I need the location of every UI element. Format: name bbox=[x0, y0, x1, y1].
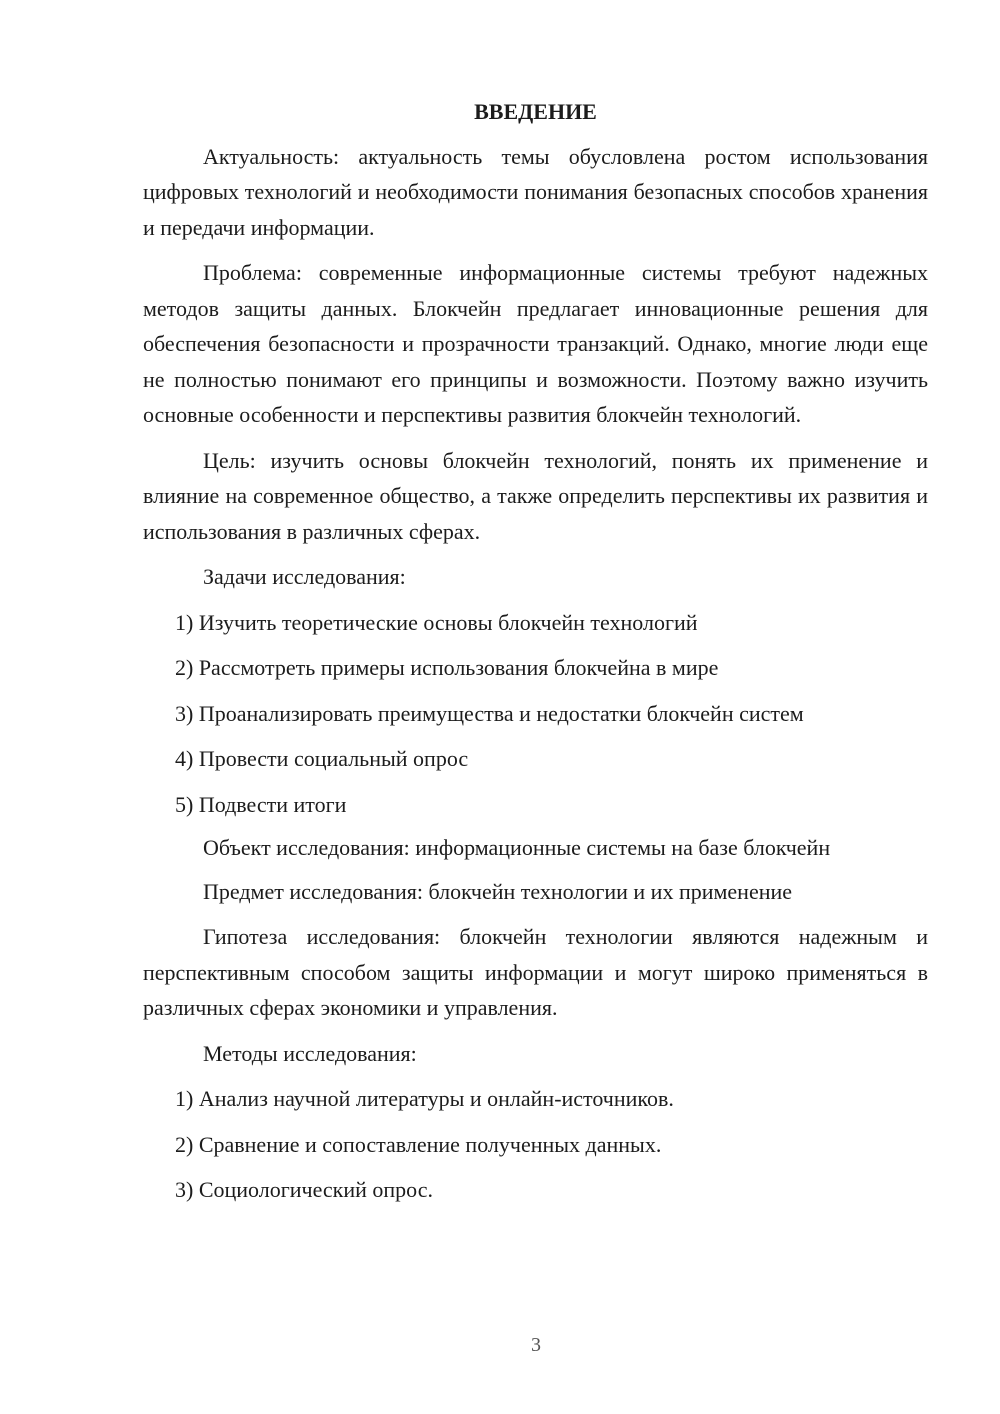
page-content bbox=[143, 94, 928, 1218]
section-title: ВВЕДЕНИЕ bbox=[474, 99, 597, 124]
relevance-paragraph: Актуальность: актуальность темы обусловлена ростом использования цифровых технологий и необходимости понимания безопасных способов хранения и передачи информации. bbox=[143, 143, 928, 240]
methods-list bbox=[143, 1081, 928, 1208]
tasks-list bbox=[143, 605, 928, 823]
task-item: 2) Рассмотреть примеры использования блокчейна в мире bbox=[175, 655, 719, 680]
page-number: 3 bbox=[531, 1334, 541, 1356]
goal-paragraph: Цель: изучить основы блокчейн технологий, понять их применение и влияние на современное общество, а также определить перспективы их развития и использования в различных сферах. bbox=[143, 447, 928, 544]
hypothesis-paragraph: Гипотеза исследования: блокчейн технологии являются надежным и перспективным способом защиты информации и могут широко применяться в различных сферах экономики и управления. bbox=[143, 924, 928, 1020]
task-item: 3) Проанализировать преимущества и недостатки блокчейн систем bbox=[175, 700, 804, 726]
task-item: 4) Провести социальный опрос bbox=[175, 746, 469, 771]
object-paragraph: Объект исследования: информационные системы на базе блокчейн bbox=[203, 835, 831, 860]
method-item: 3) Социологический опрос. bbox=[175, 1177, 433, 1202]
task-item: 5) Подвести итоги bbox=[175, 791, 347, 817]
method-item: 1) Анализ научной литературы и онлайн-источников. bbox=[175, 1086, 674, 1111]
method-item: 2) Сравнение и сопоставление полученных данных. bbox=[175, 1131, 662, 1157]
subject-paragraph: Предмет исследования: блокчейн технологии и их применение bbox=[203, 878, 793, 904]
task-item: 1) Изучить теоретические основы блокчейн технологий bbox=[175, 609, 698, 635]
problem-paragraph: Проблема: современные информационные системы требуют надежных методов защиты данных. Блокчейн предлагает инновационные решения для обеспечения безопасности и прозрачности транзакций. Однако, многие люди еще не полностью понимают его принципы и возможности. Поэтому важно изучить основные особенности и перспективы развития блокчейн технологий. bbox=[143, 260, 928, 427]
methods-heading: Методы исследования: bbox=[203, 1040, 417, 1066]
tasks-heading: Задачи исследования: bbox=[203, 564, 406, 589]
